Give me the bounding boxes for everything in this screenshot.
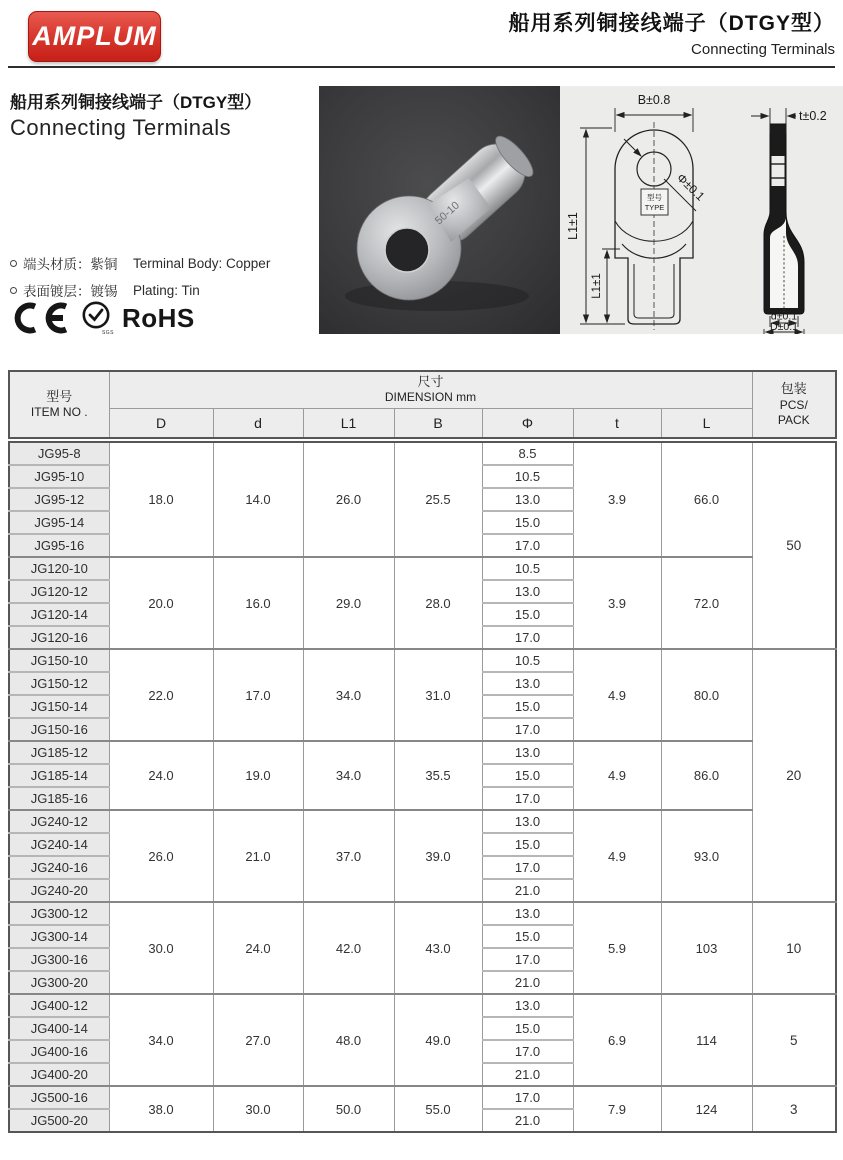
dim-t-cell: 3.9 <box>573 557 661 649</box>
dim-phi-cell: 10.5 <box>482 557 573 580</box>
item-no-cell: JG240-16 <box>9 856 109 879</box>
item-no-cell: JG300-16 <box>9 948 109 971</box>
rohs-label: RoHS <box>122 302 195 333</box>
page-header <box>509 7 835 58</box>
dim-phi-cell: 15.0 <box>482 833 573 856</box>
dim-L1-cell: 48.0 <box>303 994 394 1086</box>
brand-logo-text: AMPLUM <box>32 21 157 51</box>
dim-L1-cell: 37.0 <box>303 810 394 902</box>
dim-d-inner-label: d±0.1 <box>770 310 798 323</box>
page-title-zh: 船用系列铜接线端子（DTGY型） <box>508 12 835 35</box>
header-divider <box>8 66 835 68</box>
dim-L-cell: 114 <box>661 994 752 1086</box>
dim-t-cell: 5.9 <box>573 902 661 994</box>
dim-phi-cell: 13.0 <box>482 902 573 925</box>
item-no-cell: JG240-12 <box>9 810 109 833</box>
dim-L-cell: 93.0 <box>661 810 752 902</box>
dim-L-cell: 86.0 <box>661 741 752 810</box>
dim-t-cell: 6.9 <box>573 994 661 1086</box>
dim-l1-inner-label: L1±1 <box>591 273 603 299</box>
dim-phi-cell: 13.0 <box>482 994 573 1017</box>
dim-L1-cell: 26.0 <box>303 442 394 557</box>
dim-phi-cell: 10.5 <box>482 465 573 488</box>
spec-plating-zh: 表面镀层：镀锡 <box>23 284 118 299</box>
spec-body-en: Terminal Body: Copper <box>133 255 271 271</box>
dim-t-cell: 4.9 <box>573 649 661 741</box>
dim-d-outer-label: D±0.1 <box>770 321 798 333</box>
ce-mark-icon <box>10 301 70 335</box>
dim-phi-cell: 21.0 <box>482 1063 573 1086</box>
col-header-D: D <box>109 408 213 438</box>
item-no-cell: JG400-14 <box>9 1017 109 1040</box>
item-no-cell: JG150-12 <box>9 672 109 695</box>
table-row <box>9 902 836 925</box>
dim-D-cell: 22.0 <box>109 649 213 741</box>
dim-B-cell: 35.5 <box>394 741 482 810</box>
pack-qty-cell: 10 <box>752 902 836 994</box>
spec-table-header-block <box>8 370 835 439</box>
certification-small-text: SGS <box>101 330 114 336</box>
item-no-cell: JG120-10 <box>9 557 109 580</box>
item-no-cell: JG500-16 <box>9 1086 109 1109</box>
dim-phi-cell: 21.0 <box>482 971 573 994</box>
dim-B-cell: 31.0 <box>394 649 482 741</box>
col-header-pack <box>752 371 836 438</box>
table-row <box>9 810 836 833</box>
dim-d-cell: 24.0 <box>213 902 303 994</box>
col-header-L: L <box>661 408 752 438</box>
dim-B-cell: 28.0 <box>394 557 482 649</box>
col-header-item <box>9 371 109 438</box>
item-no-cell: JG120-14 <box>9 603 109 626</box>
dim-phi-cell: 15.0 <box>482 603 573 626</box>
dim-phi-cell: 8.5 <box>482 442 573 465</box>
dim-L-cell: 124 <box>661 1086 752 1132</box>
certification-marks <box>10 300 195 336</box>
dim-phi-cell: 15.0 <box>482 764 573 787</box>
col-header-item-zh: 型号 <box>46 388 73 404</box>
dim-t-cell: 7.9 <box>573 1086 661 1132</box>
brand-logo <box>28 11 161 62</box>
dim-L1-cell: 42.0 <box>303 902 394 994</box>
spec-table-header <box>8 370 837 439</box>
dim-phi-cell: 17.0 <box>482 787 573 810</box>
item-no-cell: JG120-12 <box>9 580 109 603</box>
item-no-cell: JG400-20 <box>9 1063 109 1086</box>
type-box-zh: 型号 <box>647 193 662 202</box>
dim-phi-label: Φ±0.1 <box>674 170 708 204</box>
dim-D-cell: 38.0 <box>109 1086 213 1132</box>
pack-qty-cell: 20 <box>752 649 836 902</box>
dim-t-label: t±0.2 <box>799 109 827 123</box>
page-title-en: Connecting Terminals <box>691 41 835 58</box>
table-row <box>9 741 836 764</box>
spec-body-zh: 端头材质：紫铜 <box>23 257 118 272</box>
dim-L-cell: 80.0 <box>661 649 752 741</box>
dim-phi-cell: 10.5 <box>482 649 573 672</box>
dim-phi-cell: 17.0 <box>482 718 573 741</box>
item-no-cell: JG95-8 <box>9 442 109 465</box>
dim-t-cell: 3.9 <box>573 442 661 557</box>
bullet-icon <box>10 260 17 267</box>
dim-d-cell: 19.0 <box>213 741 303 810</box>
dim-l1-outer-label: L1±1 <box>566 212 580 240</box>
dim-L-cell: 72.0 <box>661 557 752 649</box>
item-no-cell: JG185-14 <box>9 764 109 787</box>
item-no-cell: JG240-14 <box>9 833 109 856</box>
dim-d-cell: 27.0 <box>213 994 303 1086</box>
spec-table-body-block <box>8 441 835 1133</box>
dim-L1-cell: 29.0 <box>303 557 394 649</box>
dim-B-cell: 25.5 <box>394 442 482 557</box>
item-no-cell: JG300-14 <box>9 925 109 948</box>
dim-phi-cell: 21.0 <box>482 879 573 902</box>
col-header-dimension <box>109 371 752 408</box>
spec-table-body <box>8 441 837 1133</box>
item-no-cell: JG400-12 <box>9 994 109 1017</box>
dim-phi-cell: 17.0 <box>482 1040 573 1063</box>
col-header-pack-en1: PCS/ <box>779 397 808 412</box>
dim-phi-cell: 15.0 <box>482 695 573 718</box>
spec-line-plating <box>10 280 270 300</box>
item-no-cell: JG120-16 <box>9 626 109 649</box>
col-header-L1: L1 <box>303 408 394 438</box>
dim-phi-cell: 15.0 <box>482 925 573 948</box>
item-no-cell: JG300-12 <box>9 902 109 925</box>
col-header-pack-zh: 包装 <box>780 381 807 397</box>
table-row <box>9 442 836 465</box>
item-no-cell: JG240-20 <box>9 879 109 902</box>
item-no-cell: JG300-20 <box>9 971 109 994</box>
type-box-en: TYPE <box>644 203 665 212</box>
dim-phi-cell: 13.0 <box>482 672 573 695</box>
dim-L1-cell: 50.0 <box>303 1086 394 1132</box>
col-header-dimension-en: DIMENSION mm <box>384 390 477 405</box>
pack-qty-cell: 5 <box>752 994 836 1086</box>
col-header-t: t <box>573 408 661 438</box>
col-header-phi: Φ <box>482 408 573 438</box>
dim-phi-cell: 15.0 <box>482 1017 573 1040</box>
dim-B-cell: 55.0 <box>394 1086 482 1132</box>
col-header-d: d <box>213 408 303 438</box>
dim-L-cell: 103 <box>661 902 752 994</box>
dim-phi-cell: 17.0 <box>482 626 573 649</box>
dim-phi-cell: 13.0 <box>482 580 573 603</box>
item-no-cell: JG150-16 <box>9 718 109 741</box>
dim-D-cell: 18.0 <box>109 442 213 557</box>
item-no-cell: JG150-14 <box>9 695 109 718</box>
dim-phi-cell: 13.0 <box>482 810 573 833</box>
dim-B-cell: 49.0 <box>394 994 482 1086</box>
col-header-pack-en2: PACK <box>777 412 810 427</box>
pack-qty-cell: 3 <box>752 1086 836 1132</box>
dim-B-cell: 43.0 <box>394 902 482 994</box>
dim-phi-cell: 17.0 <box>482 534 573 557</box>
col-header-dimension-zh: 尺寸 <box>417 374 444 390</box>
dim-D-cell: 26.0 <box>109 810 213 902</box>
dim-d-cell: 17.0 <box>213 649 303 741</box>
material-specs <box>10 253 270 307</box>
item-no-cell: JG500-20 <box>9 1109 109 1132</box>
dim-L-cell: 66.0 <box>661 442 752 557</box>
dim-D-cell: 24.0 <box>109 741 213 810</box>
item-no-cell: JG150-10 <box>9 649 109 672</box>
col-header-B: B <box>394 408 482 438</box>
dim-d-cell: 30.0 <box>213 1086 303 1132</box>
product-title-en: Connecting Terminals <box>10 115 232 140</box>
photo-stamp-text: 50-10 <box>432 199 462 228</box>
spec-plating-en: Plating: Tin <box>133 282 200 298</box>
product-photo <box>319 86 560 334</box>
dim-d-cell: 21.0 <box>213 810 303 902</box>
technical-drawing <box>560 86 843 334</box>
item-no-cell: JG95-12 <box>9 488 109 511</box>
table-row <box>9 994 836 1017</box>
dim-phi-cell: 13.0 <box>482 741 573 764</box>
item-no-cell: JG400-16 <box>9 1040 109 1063</box>
item-no-cell: JG95-16 <box>9 534 109 557</box>
product-title-zh: 船用系列铜接线端子（DTGY型） <box>10 93 262 112</box>
dim-phi-cell: 21.0 <box>482 1109 573 1132</box>
product-intro <box>10 88 310 141</box>
certification-icon <box>80 300 112 336</box>
bullet-icon <box>10 287 17 294</box>
dim-L1-cell: 34.0 <box>303 741 394 810</box>
table-row <box>9 649 836 672</box>
dim-t-cell: 4.9 <box>573 741 661 810</box>
dim-B-cell: 39.0 <box>394 810 482 902</box>
dim-t-cell: 4.9 <box>573 810 661 902</box>
item-no-cell: JG95-14 <box>9 511 109 534</box>
dim-phi-cell: 15.0 <box>482 511 573 534</box>
pack-qty-cell: 50 <box>752 442 836 649</box>
dim-L1-cell: 34.0 <box>303 649 394 741</box>
dim-d-cell: 14.0 <box>213 442 303 557</box>
dim-D-cell: 20.0 <box>109 557 213 649</box>
dim-d-cell: 16.0 <box>213 557 303 649</box>
dim-phi-cell: 17.0 <box>482 1086 573 1109</box>
dim-phi-cell: 17.0 <box>482 856 573 879</box>
dim-b-label: B±0.8 <box>637 93 671 107</box>
item-no-cell: JG185-16 <box>9 787 109 810</box>
dim-D-cell: 30.0 <box>109 902 213 994</box>
dim-D-cell: 34.0 <box>109 994 213 1086</box>
table-row <box>9 557 836 580</box>
item-no-cell: JG95-10 <box>9 465 109 488</box>
item-no-cell: JG185-12 <box>9 741 109 764</box>
dim-phi-cell: 17.0 <box>482 948 573 971</box>
dim-phi-cell: 13.0 <box>482 488 573 511</box>
col-header-item-en: ITEM NO . <box>30 405 88 420</box>
spec-line-body <box>10 253 270 273</box>
table-row <box>9 1086 836 1109</box>
